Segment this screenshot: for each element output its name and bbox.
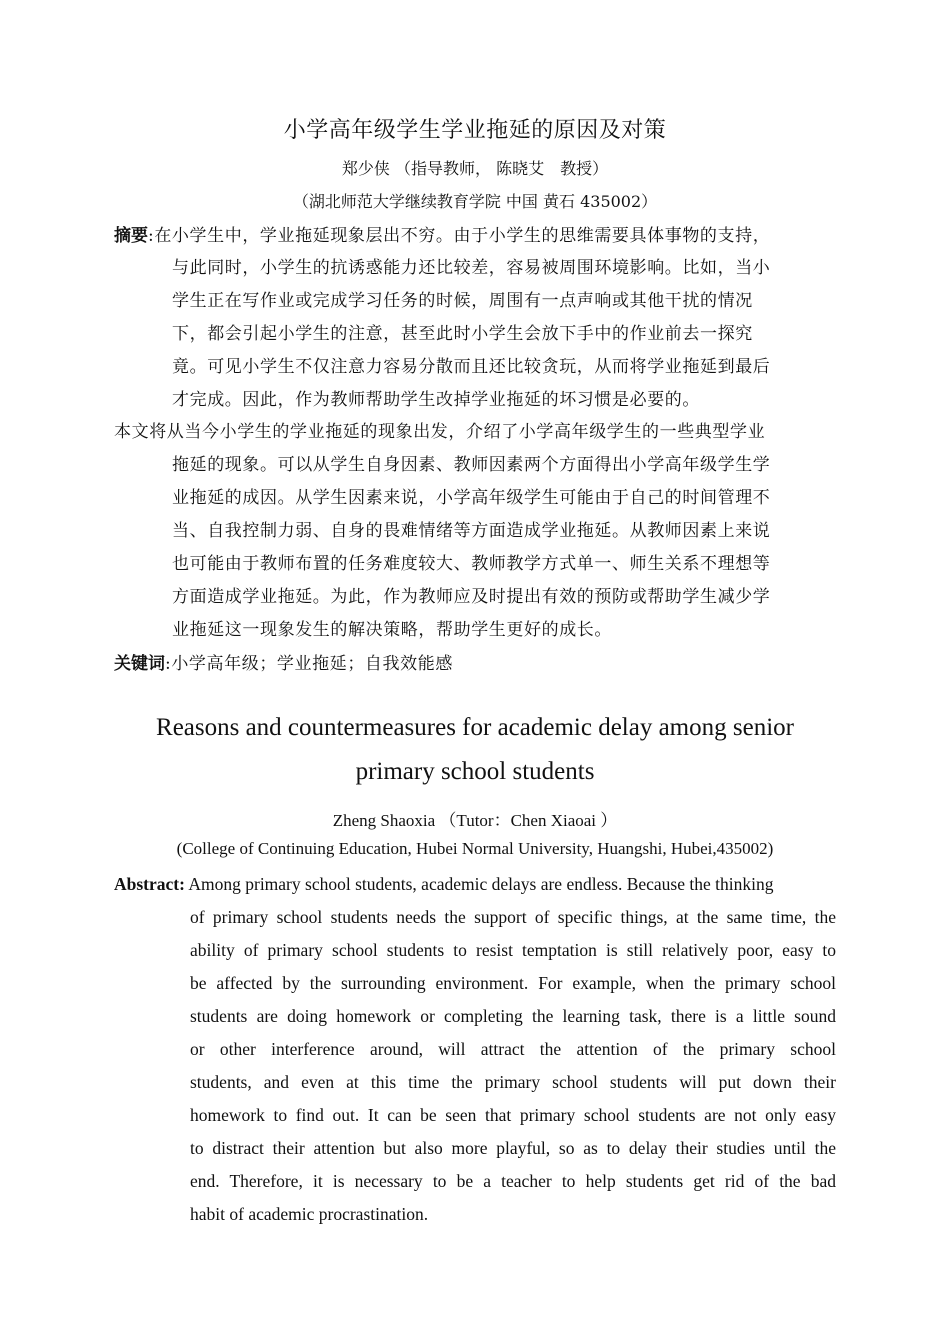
- abstract-line: students are doing homework or completing the learning task, there is a little sound: [190, 1006, 836, 1026]
- abstract-line: 竟。可见小学生不仅注意力容易分散而且还比较贪玩，从而将学业拖延到最后: [172, 357, 771, 377]
- abstract-line: 学生正在写作业或完成学习任务的时候，周围有一点声响或其他干扰的情况: [172, 291, 753, 311]
- abstract-line: homework to find out. It can be seen that primary school students are not only easy: [190, 1105, 836, 1125]
- english-author-line: Zheng Shaoxia （Tutor：Chen Xiaoai ）: [332, 811, 618, 830]
- abstract-label: 摘要: [114, 226, 148, 246]
- chinese-affiliation: （湖北师范大学继续教育学院 中国 黄石 435002）: [292, 192, 658, 211]
- english-title-line-2: primary school students: [355, 758, 595, 785]
- body-line: 业拖延这一现象发生的解决策略，帮助学生更好的成长。: [172, 620, 612, 640]
- english-title-line-1: Reasons and countermeasures for academic delay among senior: [156, 714, 794, 741]
- abstract-line: be affected by the surrounding environment. For example, when the primary school: [190, 973, 836, 993]
- abstract-line: 摘要:在小学生中，学业拖延现象层出不穷。由于小学生的思维需要具体事物的支持，: [114, 226, 771, 246]
- body-line: 也可能由于教师布置的任务难度较大、教师教学方式单一、师生关系不理想等: [172, 554, 771, 574]
- english-abstract: [114, 868, 836, 1231]
- english-affiliation: (College of Continuing Education, Hubei Normal University, Huangshi, Hubei,435002): [176, 839, 774, 858]
- body-line: 当、自我控制力弱、自身的畏难情绪等方面造成学业拖延。从教师因素上来说: [172, 521, 771, 541]
- body-line: 本文将从当今小学生的学业拖延的现象出发，介绍了小学高年级学生的一些典型学业: [114, 422, 766, 442]
- english-abstract-label: Abstract:: [114, 874, 185, 894]
- abstract-line: students, and even at this time the primary school students will put down their: [190, 1072, 836, 1092]
- chinese-abstract: [114, 219, 836, 417]
- abstract-line: 与此同时，小学生的抗诱惑能力还比较差，容易被周围环境影响。比如，当小: [172, 258, 771, 278]
- chinese-author-line: 郑少侠 （指导教师， 陈晓艾 教授）: [341, 159, 609, 178]
- abstract-line: 才完成。因此，作为教师帮助学生改掉学业拖延的坏习惯是必要的。: [172, 390, 700, 410]
- body-line: 方面造成学业拖延。为此，作为教师应及时提出有效的预防或帮助学生减少学: [172, 587, 771, 607]
- abstract-line: or other interference around, will attract the attention of the primary school: [190, 1039, 836, 1059]
- abstract-line: to distract their attention but also more playful, so as to delay their studies until the: [190, 1138, 836, 1158]
- abstract-line: 下，都会引起小学生的注意，甚至此时小学生会放下手中的作业前去一探究: [172, 324, 753, 344]
- keywords-label: 关键词: [114, 654, 165, 674]
- chinese-keywords: [114, 647, 836, 680]
- abstract-line: end. Therefore, it is necessary to be a teacher to help students get rid of the bad: [190, 1171, 836, 1191]
- chinese-body-paragraph: [114, 416, 836, 647]
- body-line: 拖延的现象。可以从学生自身因素、教师因素两个方面得出小学高年级学生学: [172, 455, 771, 475]
- abstract-line: habit of academic procrastination.: [190, 1204, 429, 1224]
- body-line: 业拖延的成因。从学生因素来说，小学高年级学生可能由于自己的时间管理不: [172, 488, 771, 508]
- keywords-text: :小学高年级；学业拖延；自我效能感: [165, 654, 453, 674]
- abstract-line: ability of primary school students to resist temptation is still relatively poor, easy to: [190, 940, 836, 960]
- abstract-line: of primary school students needs the support of specific things, at the same time, the: [190, 907, 836, 927]
- abstract-line: Abstract: Among primary school students, academic delays are endless. Because the thinking: [114, 874, 774, 894]
- chinese-title: 小学高年级学生学业拖延的原因及对策: [283, 118, 667, 143]
